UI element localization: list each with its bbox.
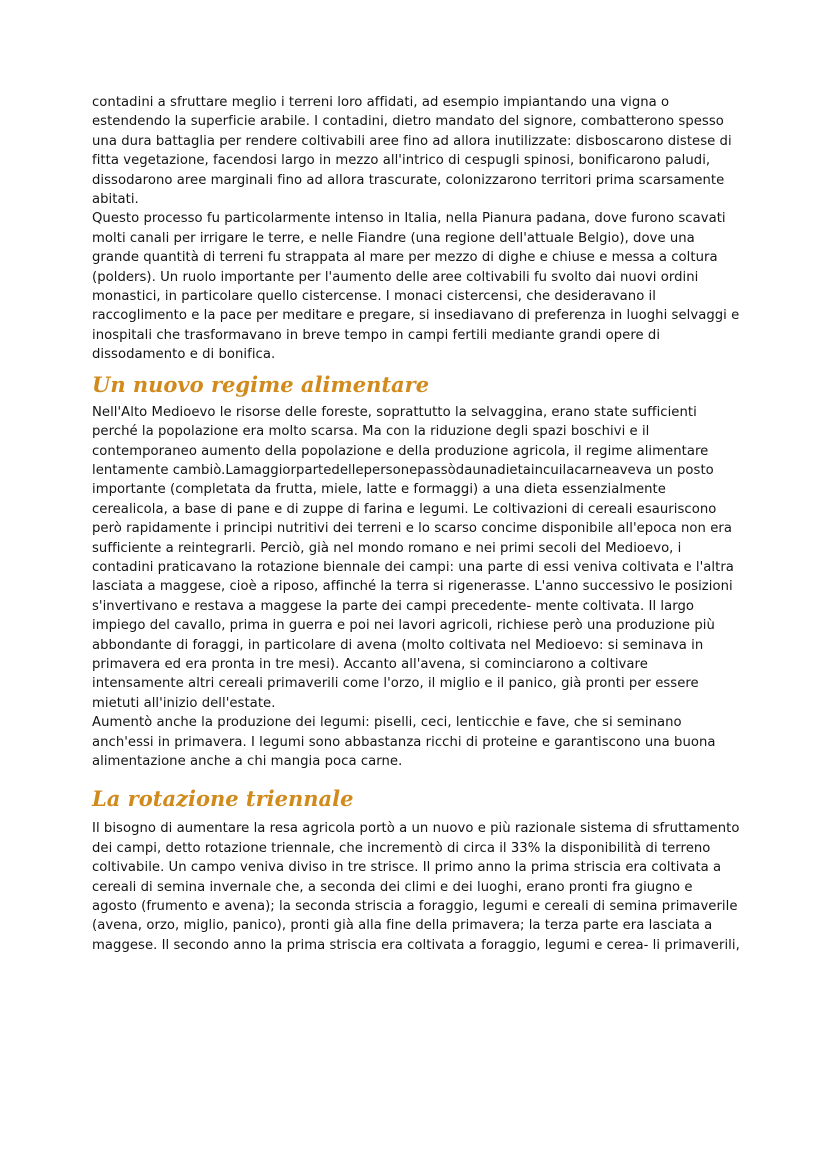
document-body <box>92 93 740 955</box>
paragraph-alto-medioevo: Nell'Alto Medioevo le risorse delle foreste, soprattutto la selvaggina, erano state sufficienti perché la popolazione era molto scarsa. Ma con la riduzione degli spazi boschivi e il contemporaneo aumento della popolazione e della produzione agricola, il regime alimentare lentamente cambiò.Lamaggiorpartedellepersonepassòdaunadietaincuilacarneaveva un posto importante (completata da frutta, miele, latte e formaggi) a una dieta essenzialmente cerealicola, a base di pane e di zuppe di farina e legumi. Le coltivazioni di cereali esauriscono però rapidamente i principi nutritivi dei terreni e lo scarso concime disponibile all'epoca non era sufficiente a reintegrarli. Perciò, già nel mondo romano e nei primi secoli del Medioevo, i contadini praticavano la rotazione biennale dei campi: una parte di essi veniva coltivata e l'altra lasciata a maggese, cioè a riposo, affinché la terra si rigenerasse. L'anno successivo le posizioni s'invertivano e restava a maggese la parte dei campi precedente- mente coltivata. Il largo impiego del cavallo, prima in guerra e poi nei lavori agricoli, richiese però una produzione più abbondante di foraggi, in particolare di avena (molto coltivata nel Medioevo: si seminava in primavera ed era pronta in tre mesi). Accanto all'avena, si cominciarono a coltivare intensamente altri cereali primaverili come l'orzo, il miglio e il panico, già pronti per essere mietuti all'inizio dell'estate. <box>92 404 734 711</box>
paragraph-rotazione: Il bisogno di aumentare la resa agricola portò a un nuovo e più razionale sistema di sfruttamento dei campi, detto rotazione triennale, che incrementò di circa il 33% la disponibilità di terreno coltivabile. Un campo veniva diviso in tre strisce. Il primo anno la prima striscia era coltivata a cereali di semina invernale che, a seconda dei climi e dei luoghi, erano pronti fra giugno e agosto (frumento e avena); la seconda striscia a foraggio, legumi e cereali di semina primaverile (avena, orzo, miglio, panico), pronti già alla fine della primavera; la terza parte era lasciata a maggese. Il secondo anno la prima striscia era coltivata a foraggio, legumi e cerea- li primaverili, <box>92 821 740 953</box>
paragraph-legumi: Aumentò anche la produzione dei legumi: piselli, ceci, lenticchie e fave, che si seminano anch'essi in primavera. I legumi sono abbastanza ricchi di proteine e garantiscono una buona alimentazione anche a chi mangia poca carne. <box>92 715 716 769</box>
paragraph-pianura-padana: Questo processo fu particolarmente intenso in Italia, nella Pianura padana, dove furono scavati molti canali per irrigare le terre, e nelle Fiandre (una regione dell'attuale Belgio), dove una grande quantità di terreni fu strappata al mare per mezzo di dighe e chiuse e messa a coltura (polders). Un ruolo importante per l'aumento delle aree coltivabili fu svolto dai nuovi ordini monastici, in particolare quello cistercense. I monaci cistercensi, che desideravano il raccoglimento e la pace per meditare e pregare, si insediavano di preferenza in luoghi selvaggi e inospitali che trasformavano in breve tempo in campi fertili mediante grandi opere di dissodamento e di bonifica. <box>92 211 740 363</box>
section-heading-regime-alimentare: Un nuovo regime alimentare <box>92 371 430 397</box>
paragraph-intro: contadini a sfruttare meglio i terreni loro affidati, ad esempio impiantando una vigna o estendendo la superficie arabile. I contadini, dietro mandato del signore, combatterono spesso una dura battaglia per rendere coltivabili aree fino ad allora inutilizzate: disboscarono distese di fitta vegetazione, facendosi largo in mezzo all'intrico di cespugli spinosi, bonificarono paludi, dissodarono aree marginali fino ad allora trascurate, colonizzarono territori prima scarsamente abitati. <box>92 95 732 208</box>
section-heading-rotazione-triennale: La rotazione triennale <box>92 786 354 812</box>
